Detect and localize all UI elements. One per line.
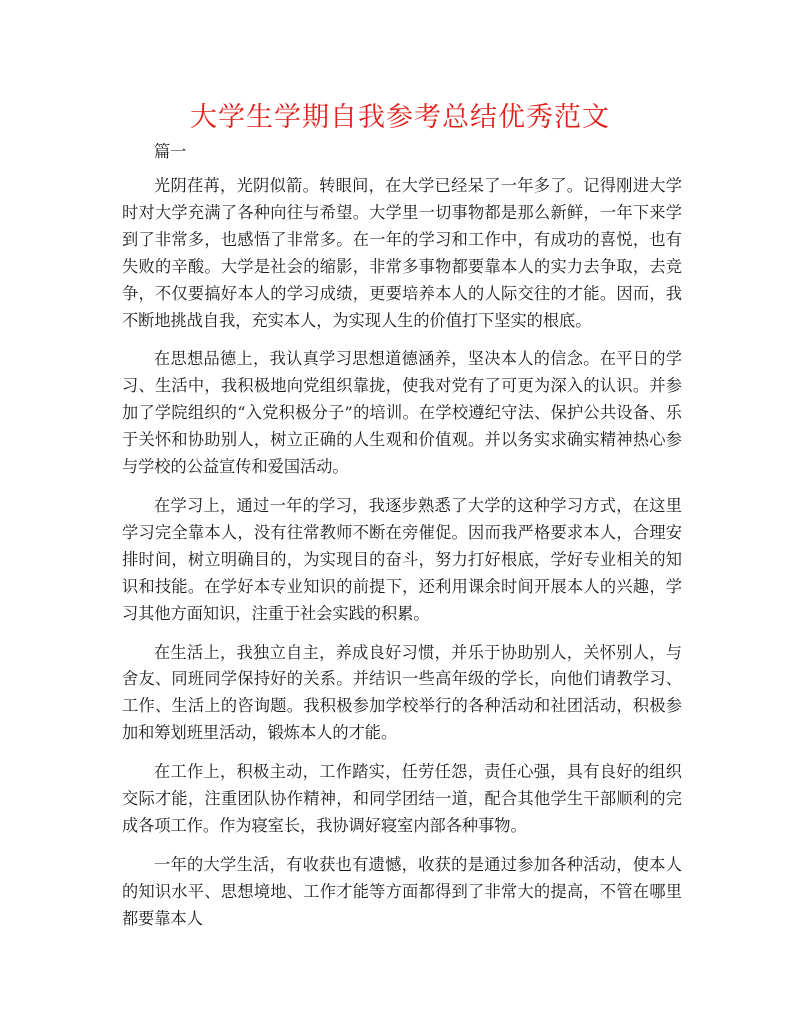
- paragraph-4: 在生活上，我独立自主，养成良好习惯，并乐于协助别人，关怀别人，与舍友、同班同学保持好的关系。并结识一些高年级的学长，向他们请教学习、工作、生活上的咨询题。我积极参加学校举行的各种活动和社团活动，积极参加和筹划班里活动，锻炼本人的才能。: [122, 642, 682, 743]
- paragraph-6: 一年的大学生活，有收获也有遗憾，收获的是通过参加各种活动，使本人的知识水平、思想境地、工作才能等方面都得到了非常大的提高，不管在哪里都要靠本人: [122, 854, 682, 928]
- document-body: [122, 139, 682, 945]
- section-label: 篇一: [154, 142, 187, 161]
- paragraph-5: 在工作上，积极主动，工作踏实，任劳任怨，责任心强，具有良好的组织交际才能，注重团队协作精神，和同学团结一道，配合其他学生干部顺利的完成各项工作。作为寝室长，我协调好寝室内部各种事物。: [122, 762, 682, 835]
- paragraph-3: 在学习上，通过一年的学习，我逐步熟悉了大学的这种学习方式，在这里学习完全靠本人，没有往常教师不断在旁催促。因而我严格要求本人，合理安排时间，树立明确目的，为实现目的奋斗，努力打好根底，学好专业相关的知识和技能。在学好本专业知识的前提下，还利用课余时间开展本人的兴趣，学习其他方面知识，注重于社会实践的积累。: [122, 495, 682, 623]
- paragraph-2: 在思想品德上，我认真学习思想道德涵养，坚决本人的信念。在平日的学习、生活中，我积极地向党组织靠拢，使我对党有了可更为深入的认识。并参加了学院组织的“入党积极分子”的培训。在学校遵纪守法、保护公共设备、乐于关怀和协助别人，树立正确的人生观和价值观。并以务实求确实精神热心参与学校的公益宣传和爱国活动。: [122, 349, 682, 477]
- paragraph-1: 光阴荏苒，光阴似箭。转眼间，在大学已经呆了一年多了。记得刚进大学时对大学充满了各种向往与希望。大学里一切事物都是那么新鲜，一年下来学到了非常多，也感悟了非常多。在一年的学习和工作中，有成功的喜悦，也有失败的辛酸。大学是社会的缩影，非常多事物都要靠本人的实力去争取，去竞争，不仅要搞好本人的学习成绩，更要培养本人的人际交往的才能。因而，我不断地挑战自我，充实本人，为实现人生的价值打下坚实的根底。: [122, 176, 682, 330]
- document-title: 大学生学期自我参考总结优秀范文: [190, 102, 610, 133]
